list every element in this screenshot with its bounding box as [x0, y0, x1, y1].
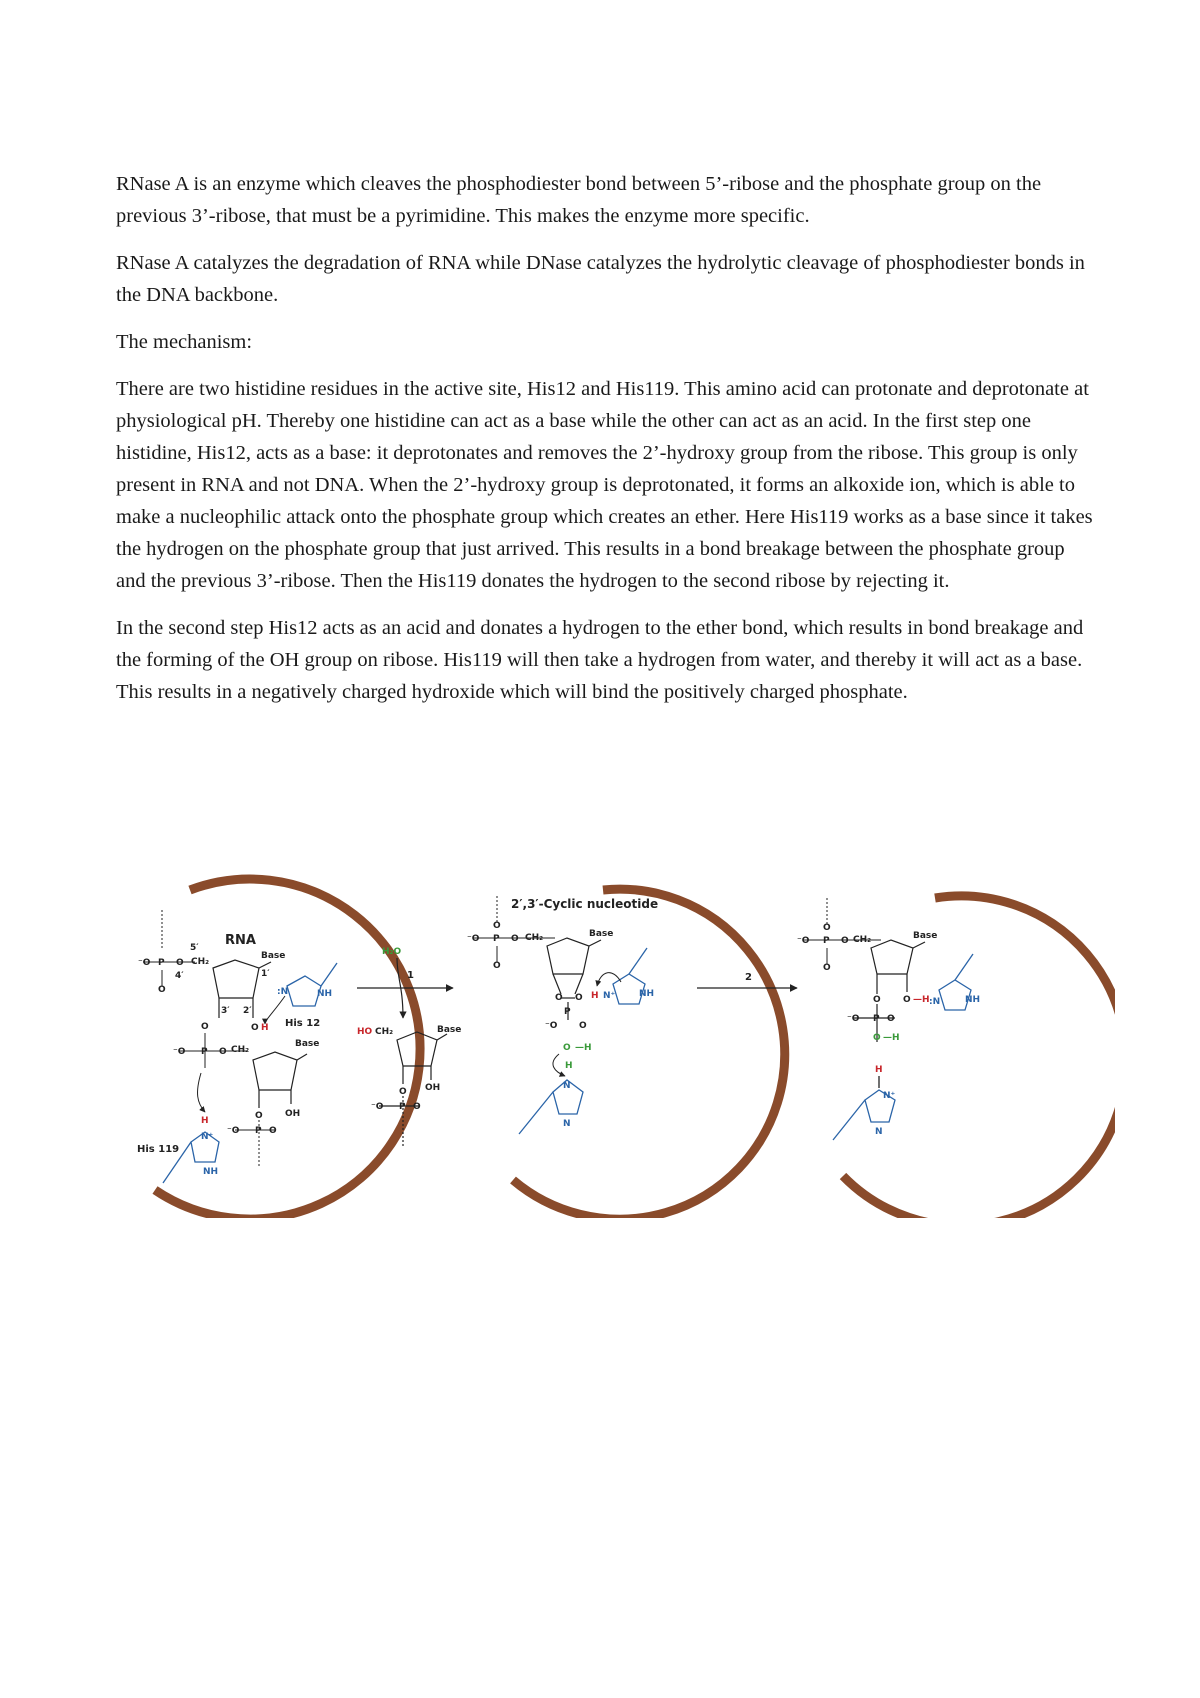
svg-text:O: O	[413, 1102, 421, 1112]
svg-text:O: O	[493, 921, 501, 931]
svg-text:H: H	[201, 1116, 209, 1126]
svg-text:NH: NH	[317, 989, 333, 999]
paragraph-step-one: There are two histidine residues in the active site, His12 and His119. This amino acid can protonate and deprotonate at physiological pH. Thereby one histidine can act as a base while the other can act as an acid. In the first step one histidine, His12, acts as a base: it deprotonates and removes the 2’-hydroxy group from the ribose. This group is only present in RNA and not DNA. When the 2’-hydroxy group is deprotonated, it forms an alkoxide ion, which is able to make a nucleophilic attack onto the phosphate group which creates an ether. Here His119 works as a base since it takes the hydrogen on the phosphate group that just arrived. This results in a bond breakage between the phosphate group and the previous 3’-ribose. Then the His119 donates the hydrogen to the second ribose by rejecting it.	[116, 378, 1093, 592]
svg-text:O: O	[251, 1023, 259, 1033]
svg-text:O: O	[841, 936, 849, 946]
three-prime-label: 3′	[221, 1006, 230, 1016]
svg-text:N⁺: N⁺	[603, 991, 616, 1001]
ch2-label-4: CH₂	[853, 935, 872, 945]
svg-text:O: O	[887, 1014, 895, 1024]
paragraph-dnase: RNase A catalyzes the degradation of RNA while DNase catalyzes the hydrolytic cleavage of phosphodiester bonds in the DNA backbone.	[116, 252, 1085, 306]
svg-text::N: :N	[277, 987, 289, 997]
svg-text:N⁺: N⁺	[201, 1132, 214, 1142]
svg-text:NH: NH	[639, 989, 655, 999]
svg-text:N: N	[563, 1081, 571, 1091]
mechanism-diagram	[135, 868, 1115, 1218]
one-prime-label: 1′	[261, 969, 270, 979]
base-label-4: Base	[589, 929, 614, 939]
mechanism-figure	[135, 868, 1115, 1218]
svg-text:O: O	[511, 934, 519, 944]
svg-text:O: O	[873, 1033, 881, 1043]
four-prime-label: 4′	[175, 971, 184, 981]
svg-text:P: P	[201, 1047, 208, 1057]
his119-ring-right	[833, 1076, 895, 1140]
enzyme-surface-left	[155, 879, 420, 1218]
step1-label: 1	[407, 970, 414, 981]
paragraph-step-two: In the second step His12 acts as an acid and donates a hydrogen to the ether bond, which results in bond breakage and the forming of the OH group on ribose. His119 will then take a hydrogen from water, and thereby it will act as a base. This results in a negatively charged hydroxide which will bind the positively charged phosphate.	[116, 617, 1084, 703]
body-text	[116, 168, 1096, 723]
svg-text:—H: —H	[575, 1043, 592, 1053]
svg-text:P: P	[873, 1014, 880, 1024]
svg-text:HO: HO	[357, 1027, 373, 1037]
svg-text:O: O	[575, 993, 583, 1003]
svg-text:NH: NH	[965, 995, 981, 1005]
svg-text:O: O	[823, 963, 831, 973]
paragraph-mechanism-heading: The mechanism:	[116, 331, 253, 353]
his119-label: His 119	[137, 1144, 180, 1155]
svg-text:⁻O: ⁻O	[138, 958, 151, 968]
svg-text:H: H	[591, 991, 599, 1001]
svg-text:NH: NH	[203, 1167, 219, 1177]
svg-text:O: O	[176, 958, 184, 968]
panel-cyclic-intermediate	[467, 889, 785, 1218]
svg-text:H: H	[875, 1065, 883, 1075]
svg-text:⁻O: ⁻O	[371, 1102, 384, 1112]
svg-text:O: O	[255, 1111, 263, 1121]
svg-text:—H: —H	[913, 995, 930, 1005]
rna-label: RNA	[225, 933, 256, 948]
panel-product	[797, 896, 1115, 1218]
svg-text:N: N	[875, 1127, 883, 1137]
svg-text:O: O	[873, 995, 881, 1005]
svg-text:O: O	[201, 1022, 209, 1032]
ch2-label-3: CH₂	[525, 933, 544, 943]
step2-label: 2	[745, 972, 752, 983]
svg-text:⁻O: ⁻O	[797, 936, 810, 946]
svg-text:⁻O: ⁻O	[545, 1021, 558, 1031]
ho-ch2-label: CH₂	[375, 1027, 394, 1037]
svg-text:P: P	[399, 1102, 406, 1112]
enzyme-surface-right	[843, 896, 1115, 1218]
svg-text:N: N	[563, 1119, 571, 1129]
svg-text:P: P	[823, 936, 830, 946]
base-label-5: Base	[913, 931, 938, 941]
svg-text:⁻O: ⁻O	[467, 934, 480, 944]
svg-text:⁻O: ⁻O	[847, 1014, 860, 1024]
svg-text:O: O	[903, 995, 911, 1005]
svg-text:O: O	[555, 993, 563, 1003]
water-label: H₂O	[382, 947, 402, 957]
base-label-1: Base	[261, 951, 286, 961]
svg-text:O: O	[269, 1126, 277, 1136]
svg-text:O: O	[563, 1043, 571, 1053]
svg-text:N⁺: N⁺	[883, 1091, 896, 1101]
ch2-label-2: CH₂	[231, 1045, 250, 1055]
five-prime-label: 5′	[190, 943, 199, 953]
his12-ring	[287, 963, 337, 1006]
panel-rna-substrate	[137, 879, 420, 1218]
svg-text:—H: —H	[883, 1033, 900, 1043]
svg-text:O: O	[158, 985, 166, 995]
step-two-arrow	[697, 972, 797, 988]
svg-text:P: P	[158, 958, 165, 968]
oh-label-1: OH	[285, 1109, 301, 1119]
base-label-2: Base	[295, 1039, 320, 1049]
base-label-3: Base	[437, 1025, 462, 1035]
svg-text:⁻O: ⁻O	[227, 1126, 240, 1136]
cyclic-label: 2′,3′-Cyclic nucleotide	[511, 897, 659, 911]
his12-label: His 12	[285, 1018, 321, 1029]
svg-text:P: P	[493, 934, 500, 944]
svg-text:O: O	[823, 923, 831, 933]
ch2-label-1: CH₂	[191, 957, 210, 967]
svg-text:P: P	[564, 1007, 571, 1017]
svg-text:H: H	[565, 1061, 573, 1071]
paragraph-intro: RNase A is an enzyme which cleaves the phosphodiester bond between 5’-ribose and the phosphate group on the previous 3’-ribose, that must be a pyrimidine. This makes the enzyme more specific.	[116, 173, 1042, 227]
svg-text:H: H	[261, 1023, 269, 1033]
released-fragment	[357, 1025, 461, 1148]
svg-text:O: O	[493, 961, 501, 971]
svg-text:O: O	[399, 1087, 407, 1097]
svg-text::N: :N	[929, 997, 941, 1007]
svg-text:P: P	[255, 1126, 262, 1136]
svg-text:O: O	[219, 1047, 227, 1057]
his119-ring-middle	[519, 1080, 583, 1134]
oh-label-2: OH	[425, 1083, 441, 1093]
svg-text:⁻O: ⁻O	[173, 1047, 186, 1057]
two-prime-label: 2′	[243, 1006, 252, 1016]
svg-text:O: O	[579, 1021, 587, 1031]
